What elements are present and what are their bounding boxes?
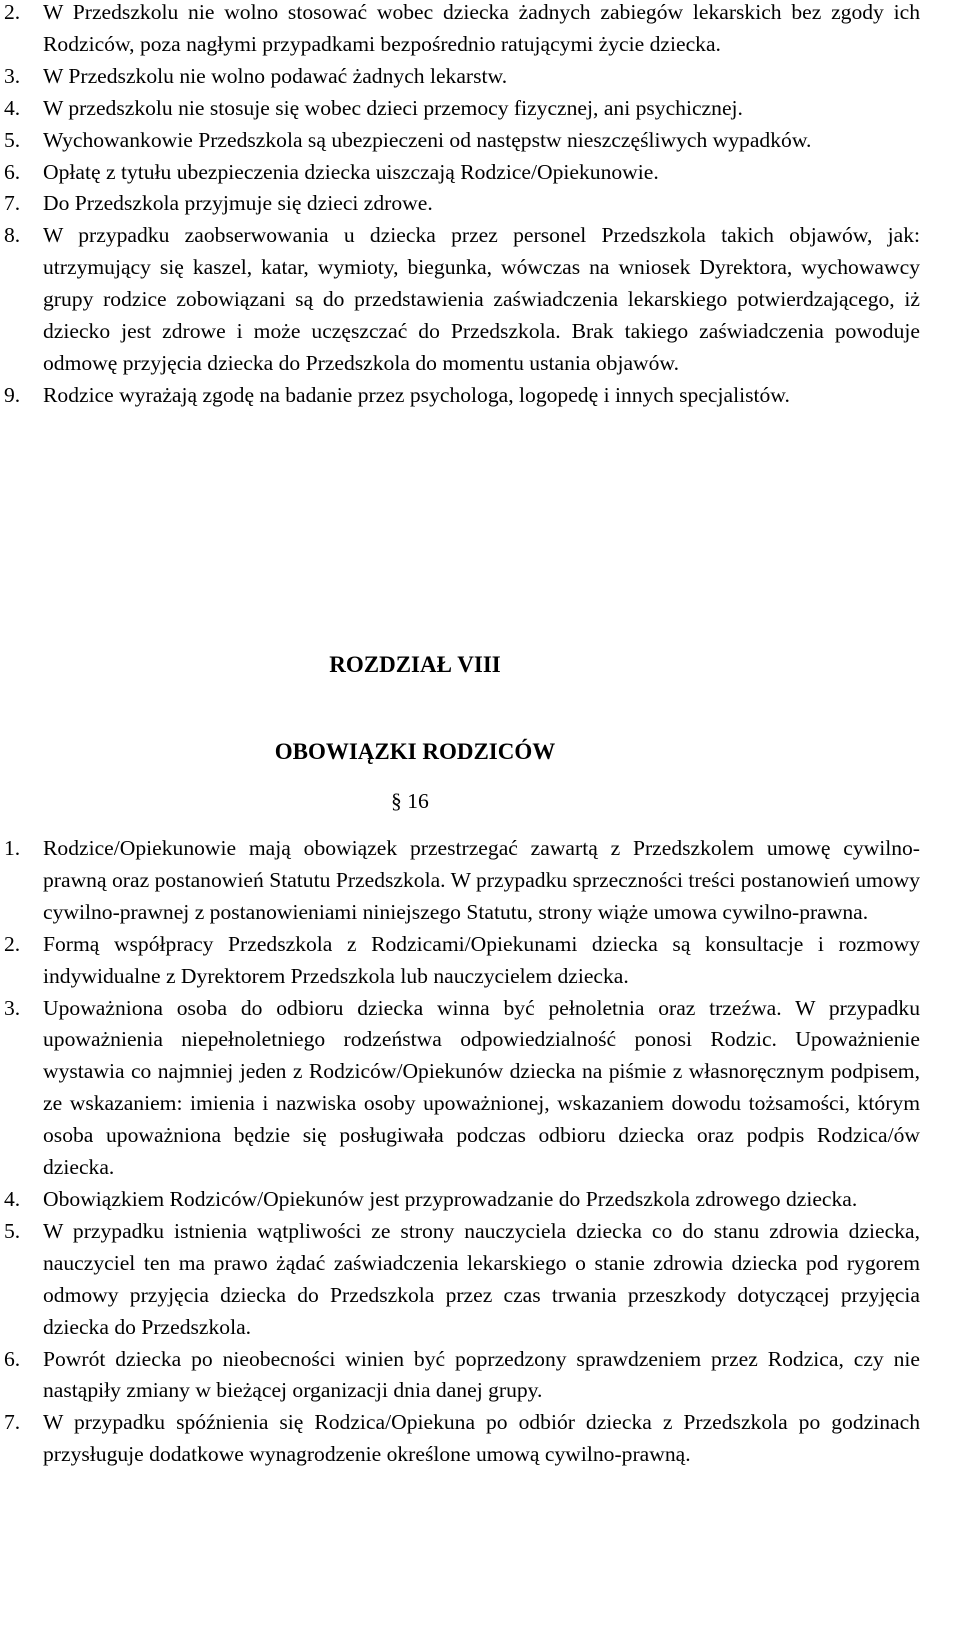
list-item-number: 8.: [4, 223, 21, 248]
list-item-number: 2.: [4, 931, 21, 956]
list-item-text: W przypadku spóźnienia się Rodzica/Opiekuna po odbiór dziecka z Przedszkola po godzinach przysługuje dodatkowe wynagrodzenie określone umową cywilno-prawną.: [43, 1410, 920, 1467]
list-item: [0, 929, 920, 993]
list-item-number: 6.: [4, 159, 21, 184]
list-item-number: 5.: [4, 1218, 21, 1243]
list-item-text: Wychowankowie Przedszkola są ubezpieczeni od następstw nieszczęśliwych wypadków.: [43, 127, 812, 152]
list-item: [0, 1184, 920, 1216]
section-number: § 16: [391, 789, 429, 813]
list-item-number: 3.: [4, 995, 21, 1020]
list-item: [0, 93, 920, 125]
list-item: [0, 61, 920, 93]
list-item-number: 5.: [4, 127, 21, 152]
list-item-text: Formą współpracy Przedszkola z Rodzicami/Opiekunami dziecka są konsultacje i rozmowy indywidualne z Dyrektorem Przedszkola lub nauczycielem dziecka.: [43, 931, 920, 988]
list-item-text: Do Przedszkola przyjmuje się dzieci zdrowe.: [43, 191, 433, 216]
list-item-text: Opłatę z tytułu ubezpieczenia dziecka uiszczają Rodzice/Opiekunowie.: [43, 159, 659, 184]
list-item-text: Rodzice/Opiekunowie mają obowiązek przestrzegać zawartą z Przedszkolem umowę cywilno-prawną oraz postanowień Statutu Przedszkola. W przypadku sprzeczności treści postanowień umowy cywilno-prawnej z postanowieniami niniejszego Statutu, strony wiąże umowa cywilno-prawna.: [43, 836, 920, 924]
list-item-text: Upoważniona osoba do odbioru dziecka winna być pełnoletnia oraz trzeźwa. W przypadku upoważnienia niepełnoletniego rodzeństwa odpowiedzialność ponosi Rodzic. Upoważnienie wystawia co najmniej jeden z Rodziców/Opiekunów dziecka na piśmie z własnoręcznym podpisem, ze wskazaniem: imienia i nazwiska osoby upoważnionej, wskazaniem dowodu tożsamości, którym osoba upoważniona będzie się posługiwała podczas odbioru dziecka oraz podpis Rodzica/ów dziecka.: [43, 995, 920, 1180]
list-item-number: 4.: [4, 1186, 21, 1211]
list-item-text: Rodzice wyrażają zgodę na badanie przez psychologa, logopedę i innych specjalistów.: [43, 382, 790, 407]
list-item-text: W przypadku zaobserwowania u dziecka przez personel Przedszkola takich objawów, jak: utrzymujący się kaszel, katar, wymioty, biegunka, wówczas na wniosek Dyrektora, wychowawcy grupy rodzice zobowiązani są do przedstawienia zaświadczenia lekarskiego potwierdzającego, iż dziecko jest zdrowe i może uczęszczać do Przedszkola. Brak takiego zaświadczenia powoduje odmowę przyjęcia dziecka do Przedszkola do momentu ustania objawów.: [43, 223, 920, 375]
list-item-text: Powrót dziecka po nieobecności winien być poprzedzony sprawdzeniem przez Rodzica, czy nie nastąpiły zmiany w bieżącej organizacji dnia danej grupy.: [43, 1346, 920, 1403]
rules-list-previous-section: [0, 0, 920, 412]
chapter-title: OBOWIĄZKI RODZICÓW: [274, 739, 556, 764]
list-item: [0, 188, 920, 220]
list-item: [0, 1407, 920, 1471]
list-item-number: 1.: [4, 836, 21, 860]
list-item: [0, 380, 920, 412]
parents-duties-list: [0, 833, 920, 1471]
list-item-number: 7.: [4, 191, 21, 216]
list-item: [0, 833, 920, 929]
list-item-number: 6.: [4, 1346, 21, 1371]
list-item-text: W przypadku istnienia wątpliwości ze strony nauczyciela dziecka co do stanu zdrowia dziecka, nauczyciel ten ma prawo żądać zaświadczenia lekarskiego o stanie zdrowia dziecka pod rygorem odmowy przyjęcia dziecka do Przedszkola przez czas trwania przeszkody dotyczącej przyjęcia dziecka do Przedszkola.: [43, 1218, 920, 1339]
list-item-number: 7.: [4, 1410, 21, 1435]
list-item: [0, 125, 920, 157]
list-item: [0, 0, 920, 61]
list-item-text: W Przedszkolu nie wolno stosować wobec dziecka żadnych zabiegów lekarskich bez zgody ich Rodziców, poza nagłymi przypadkami bezpośrednio ratującymi życie dziecka.: [43, 0, 920, 56]
list-item: [0, 1344, 920, 1408]
list-item-number: 3.: [4, 63, 21, 88]
list-item: [0, 220, 920, 380]
list-item-text: Obowiązkiem Rodziców/Opiekunów jest przyprowadzanie do Przedszkola zdrowego dziecka.: [43, 1186, 858, 1211]
list-item: [0, 157, 920, 189]
list-item: [0, 993, 920, 1184]
list-item-text: W przedszkolu nie stosuje się wobec dzieci przemocy fizycznej, ani psychicznej.: [43, 95, 743, 120]
list-item-number: 4.: [4, 95, 21, 120]
list-item-number: 9.: [4, 382, 21, 407]
list-item-number: 2.: [4, 0, 21, 24]
list-item-text: W Przedszkolu nie wolno podawać żadnych lekarstw.: [43, 63, 508, 88]
list-item: [0, 1216, 920, 1344]
chapter-heading: ROZDZIAŁ VIII: [329, 652, 501, 677]
